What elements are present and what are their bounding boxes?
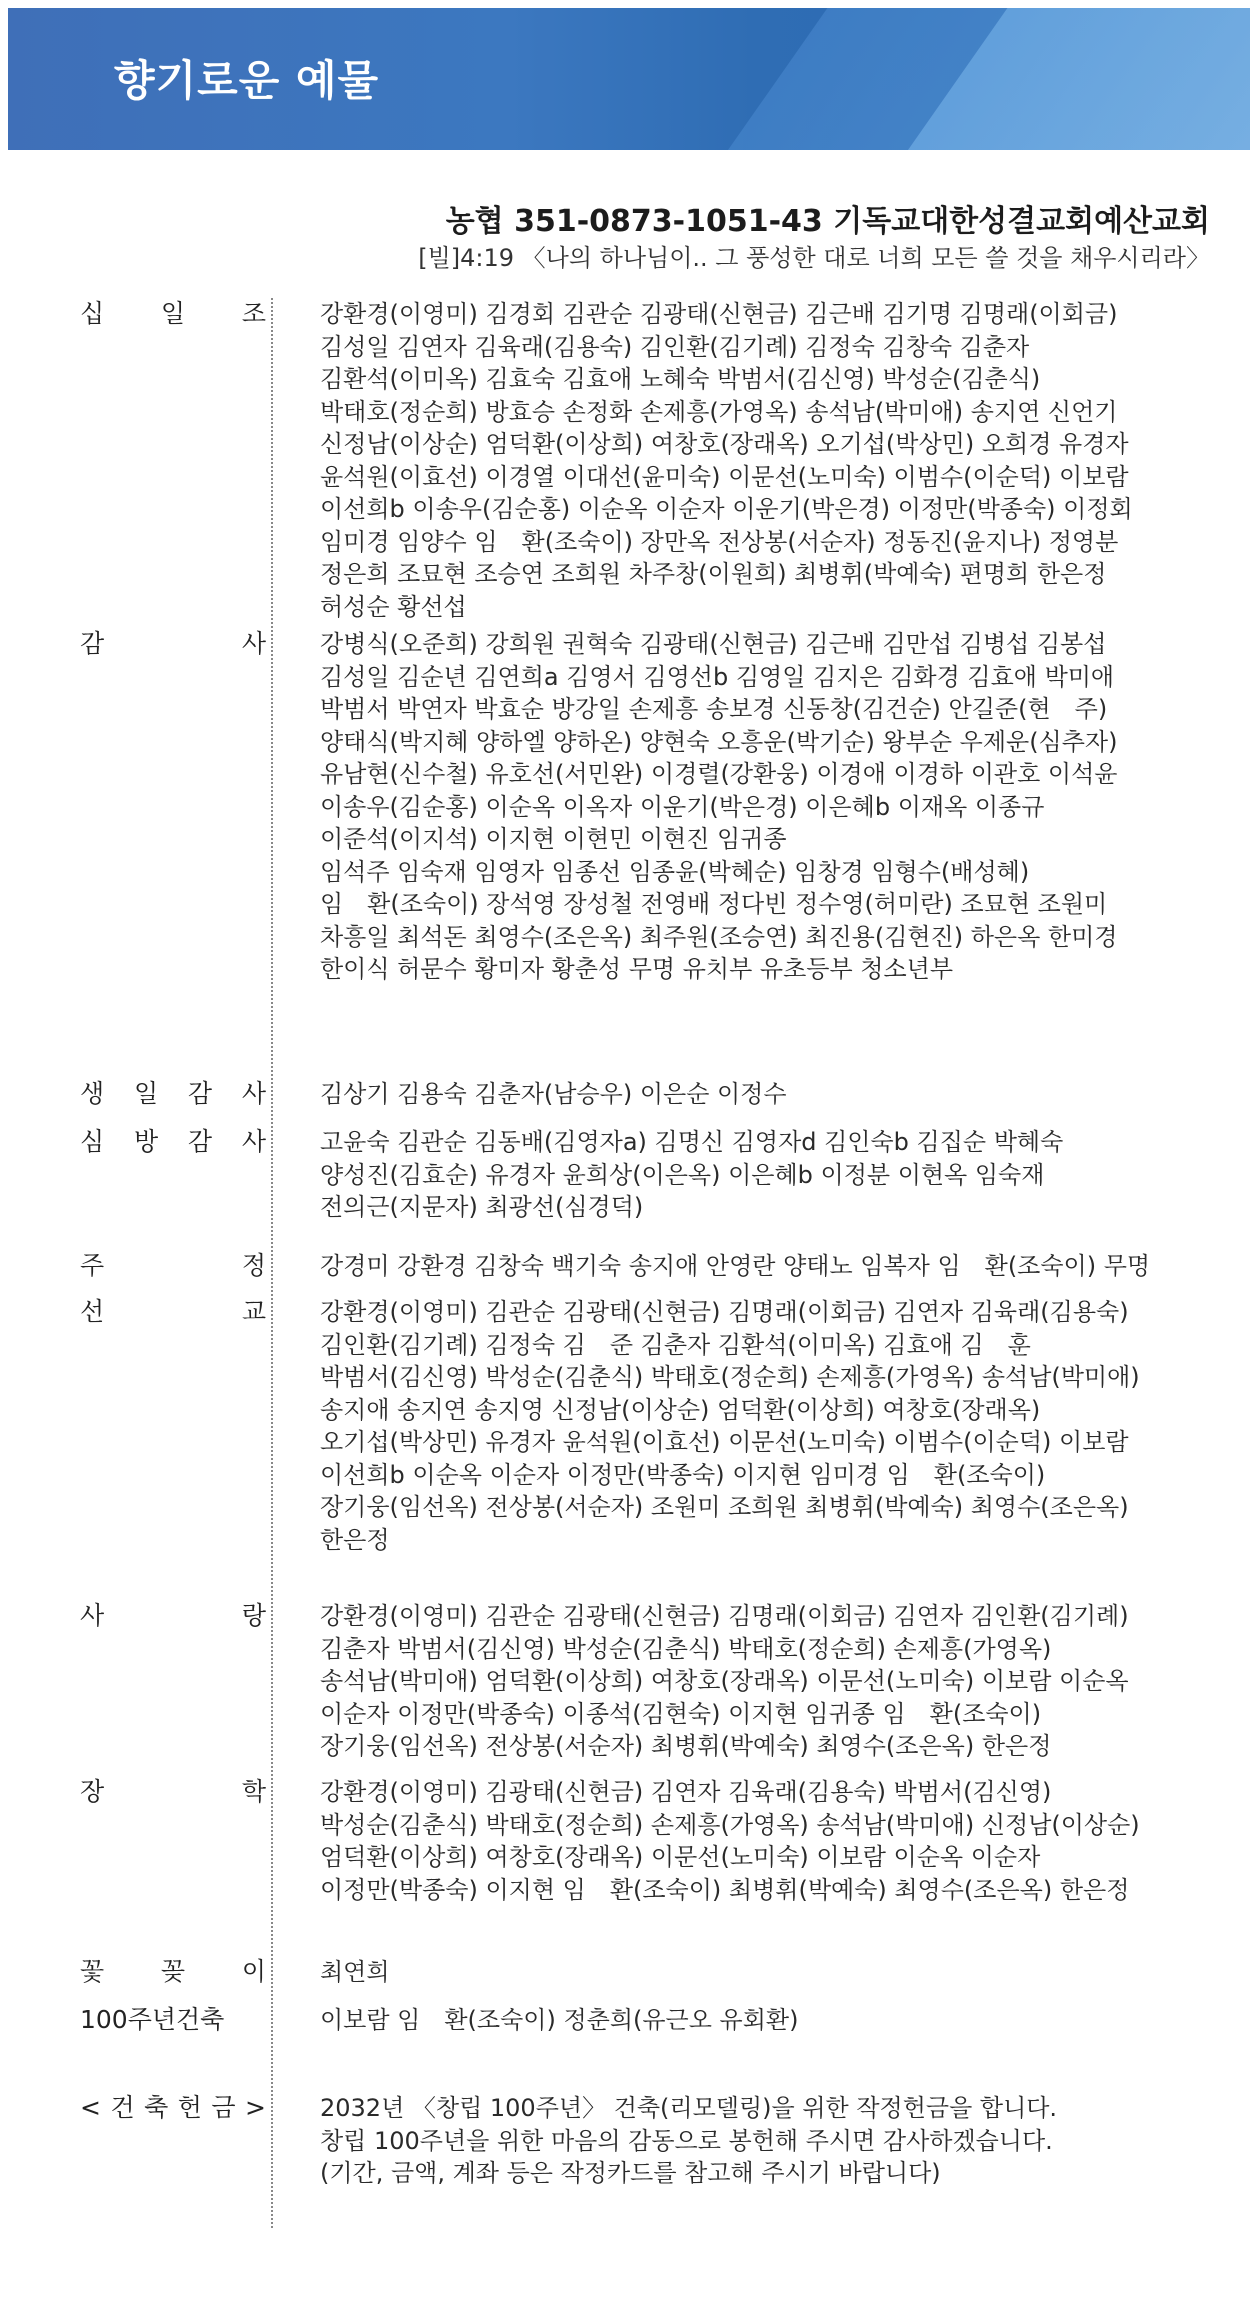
donor-line: 정은희 조묘현 조승연 조희원 차주창(이원희) 최병휘(박예숙) 편명희 한은정: [320, 560, 1107, 588]
donor-line: 이송우(김순홍) 이순옥 이옥자 이운기(박은경) 이은혜b 이재옥 이종규: [320, 792, 1045, 821]
donor-names: [320, 2004, 1220, 2037]
donor-line: 송지애 송지연 송지영 신정남(이상순) 엄덕환(이상희) 여창호(장래옥): [320, 1395, 1041, 1424]
section-label: [80, 1776, 266, 1808]
section-label-char: 생: [80, 1079, 105, 1108]
donor-line: 김상기 김용숙 김춘자(남승우) 이은순 이정수: [320, 1080, 787, 1108]
donor-line: 송석남(박미애) 엄덕환(이상희) 여창호(장래옥) 이문선(노미숙) 이보람 이순옥: [320, 1667, 1129, 1695]
section-label-char: 일: [160, 299, 186, 328]
donor-line: 강경미 강환경 김창숙 백기숙 송지애 안영란 양태노 임복자 임 환(조숙이) 무명: [320, 1252, 1151, 1280]
donor-line: 양성진(김효순) 유경자 윤희상(이은옥) 이은혜b 이정분 이현옥 임숙재: [320, 1160, 1045, 1189]
section-label-char: 정: [241, 1251, 266, 1280]
donor-line: 강환경(이영미) 김관순 김광태(신현금) 김명래(이회금) 김연자 김인환(김기례): [320, 1602, 1129, 1630]
section-label-char: 사: [80, 1601, 105, 1630]
section-label-char: 축: [144, 2093, 169, 2122]
donor-line: 박범서(김신영) 박성순(김춘식) 박태호(정순희) 손제흥(가영옥) 송석남(박미애): [320, 1363, 1140, 1391]
donor-line: 이순자 이정만(박종숙) 이종석(김현숙) 이지현 임귀종 임 환(조숙이): [320, 1699, 1042, 1728]
section-label-char: 조: [241, 299, 266, 328]
section-label-char: 헌: [177, 2093, 202, 2122]
section-label: [80, 298, 266, 330]
donor-line: 임 환(조숙이) 장석영 장성철 전영배 정다빈 정수영(허미란) 조묘현 조원미: [320, 890, 1108, 918]
section-label-char: 선: [80, 1297, 105, 1326]
donor-names: [320, 1296, 1220, 1556]
donor-line: 김성일 김연자 김육래(김용숙) 김인환(김기례) 김정숙 김창숙 김춘자: [320, 332, 1030, 361]
section-label: [80, 1078, 266, 1110]
donor-names: [320, 1078, 1220, 1111]
donor-names: [320, 1126, 1220, 1224]
section-label-char: 방: [133, 1127, 159, 1156]
donor-line: 박범서 박연자 박효순 방강일 손제흥 송보경 신동창(김건순) 안길준(현 주): [320, 695, 1108, 723]
donor-line: 신정남(이상순) 엄덕환(이상희) 여창호(장래옥) 오기섭(박상민) 오희경 유경자: [320, 430, 1129, 458]
section-label-char: 사: [241, 1079, 266, 1108]
donor-line: 윤석원(이효선) 이경열 이대선(윤미숙) 이문선(노미숙) 이범수(이순덕) 이보람: [320, 462, 1129, 491]
section-label: [80, 1600, 266, 1632]
section-label: [80, 2092, 266, 2124]
donor-names: [320, 2092, 1220, 2190]
section-label-char: 학: [241, 1777, 266, 1806]
donor-line: 이선희b 이순옥 이순자 이정만(박종숙) 이지현 임미경 임 환(조숙이): [320, 1460, 1046, 1489]
donor-line: 김성일 김순년 김연희a 김영서 김영선b 김영일 김지은 김화경 김효애 박미애: [320, 662, 1115, 691]
donor-line: 강환경(이영미) 김광태(신현금) 김연자 김육래(김용숙) 박범서(김신영): [320, 1778, 1052, 1806]
donor-line: 임석주 임숙재 임영자 임종선 임종윤(박혜순) 임창경 임형수(배성혜): [320, 857, 1030, 886]
section-label-char: 사: [241, 629, 266, 658]
section-label-char: 주: [80, 1251, 105, 1280]
donor-line: 김환석(이미옥) 김효숙 김효애 노혜숙 박범서(김신영) 박성순(김춘식): [320, 365, 1041, 393]
column-divider: [271, 298, 273, 2228]
section-label-char: 감: [80, 629, 105, 658]
bank-account: 농협 351-0873-1051-43 기독교대한성결교회예산교회: [445, 204, 1210, 239]
section-label-char: >: [245, 2093, 266, 2122]
donor-line: 임미경 임양수 임 환(조숙이) 장만옥 전상봉(서순자) 정동진(윤지나) 정영분: [320, 527, 1119, 556]
donor-line: 전의근(지문자) 최광선(심경덕): [320, 1193, 644, 1221]
section-label-char: 건: [110, 2093, 135, 2122]
section-label: [80, 1126, 266, 1158]
section-label-char: 장: [80, 1777, 105, 1806]
donor-line: 2032년 〈창립 100주년〉 건축(리모델링)을 위한 작정헌금을 합니다.: [320, 2094, 1058, 2122]
donor-line: 박태호(정순희) 방효승 손정화 손제흥(가영옥) 송석남(박미애) 송지연 신언기: [320, 397, 1118, 426]
donor-line: 오기섭(박상민) 유경자 윤석원(이효선) 이문선(노미숙) 이범수(이순덕) 이보람: [320, 1428, 1129, 1456]
donor-names: [320, 1776, 1220, 1906]
donor-line: 강병식(오준희) 강희원 권혁숙 김광태(신현금) 김근배 김만섭 김병섭 김봉섭: [320, 630, 1107, 658]
section-label: [80, 1956, 266, 1988]
donor-line: 이준석(이지석) 이지현 이현민 이현진 임귀종: [320, 825, 787, 853]
donor-line: 허성순 황선섭: [320, 592, 467, 621]
donor-line: 장기웅(임선옥) 전상봉(서순자) 최병휘(박예숙) 최영수(조은옥) 한은정: [320, 1732, 1052, 1760]
donor-line: 최연희: [320, 1958, 390, 1986]
section-label-char: 교: [241, 1297, 266, 1326]
donor-names: [320, 628, 1220, 986]
donor-names: [320, 1600, 1220, 1763]
section-label-char: 십: [80, 299, 105, 328]
donor-names: [320, 298, 1220, 623]
page-title: 향기로운 예물: [114, 56, 380, 105]
donor-line: 한이식 허문수 황미자 황춘성 무명 유치부 유초등부 청소년부: [320, 955, 954, 983]
section-label: [80, 2004, 266, 2036]
section-label-char: 이: [241, 1957, 266, 1986]
section-label: [80, 1250, 266, 1282]
section-label: [80, 1296, 266, 1328]
section-label-char: 꽃: [80, 1957, 105, 1986]
donor-line: 강환경(이영미) 김경회 김관순 김광태(신현금) 김근배 김기명 김명래(이회금): [320, 300, 1118, 328]
section-label-char: 사: [241, 1127, 266, 1156]
header-banner: [8, 8, 1250, 150]
bible-verse: [빌]4:19 〈나의 하나님이.. 그 풍성한 대로 너희 모든 쓸 것을 채우시리라〉: [418, 244, 1210, 272]
donor-line: 김인환(김기례) 김정숙 김 준 김춘자 김환석(이미옥) 김효애 김 훈: [320, 1330, 1031, 1359]
section-label-char: 감: [187, 1127, 213, 1156]
donor-line: 이보람 임 환(조숙이) 정춘희(유근오 유회환): [320, 2006, 799, 2034]
section-label-text: 100주년건축: [80, 2005, 225, 2034]
donor-line: (기간, 금액, 계좌 등은 작정카드를 참고해 주시기 바랍니다): [320, 2159, 941, 2187]
donor-line: 차흥일 최석돈 최영수(조은옥) 최주원(조승연) 최진용(김현진) 하은옥 한미경: [320, 922, 1118, 951]
donor-line: 창립 100주년을 위한 마음의 감동으로 봉헌해 주시면 감사하겠습니다.: [320, 2126, 1053, 2155]
donor-line: 엄덕환(이상희) 여창호(장래옥) 이문선(노미숙) 이보람 이순옥 이순자: [320, 1843, 1041, 1871]
donor-names: [320, 1250, 1220, 1283]
section-label-char: 금: [211, 2093, 236, 2122]
donor-line: 이선희b 이송우(김순홍) 이순옥 이순자 이운기(박은경) 이정만(박종숙) 이정회: [320, 495, 1133, 523]
section-label-char: 꽂: [160, 1957, 186, 1986]
donor-line: 유남현(신수철) 유호선(서민완) 이경렬(강환웅) 이경애 이경하 이관호 이석윤: [320, 760, 1118, 788]
donor-names: [320, 1956, 1220, 1989]
donor-line: 김춘자 박범서(김신영) 박성순(김춘식) 박태호(정순희) 손제흥(가영옥): [320, 1634, 1052, 1663]
section-label-char: 랑: [241, 1601, 266, 1630]
section-label-char: 감: [187, 1079, 213, 1108]
section-label-char: 심: [80, 1127, 105, 1156]
donor-line: 이정만(박종숙) 이지현 임 환(조숙이) 최병휘(박예숙) 최영수(조은옥) 한은정: [320, 1875, 1130, 1904]
section-label: [80, 628, 266, 660]
section-label-char: <: [80, 2093, 101, 2122]
donor-line: 장기웅(임선옥) 전상봉(서순자) 조원미 조희원 최병휘(박예숙) 최영수(조은옥): [320, 1493, 1129, 1521]
donor-line: 고윤숙 김관순 김동배(김영자a) 김명신 김영자d 김인숙b 김집순 박혜숙: [320, 1128, 1064, 1156]
section-label-char: 일: [133, 1079, 159, 1108]
donor-line: 박성순(김춘식) 박태호(정순희) 손제흥(가영옥) 송석남(박미애) 신정남(이상순): [320, 1810, 1140, 1839]
donor-line: 한은정: [320, 1525, 390, 1554]
donor-line: 강환경(이영미) 김관순 김광태(신현금) 김명래(이회금) 김연자 김육래(김용숙): [320, 1298, 1129, 1326]
donor-line: 양태식(박지혜 양하엘 양하온) 양현숙 오흥운(박기순) 왕부순 우제운(심추자): [320, 727, 1118, 756]
